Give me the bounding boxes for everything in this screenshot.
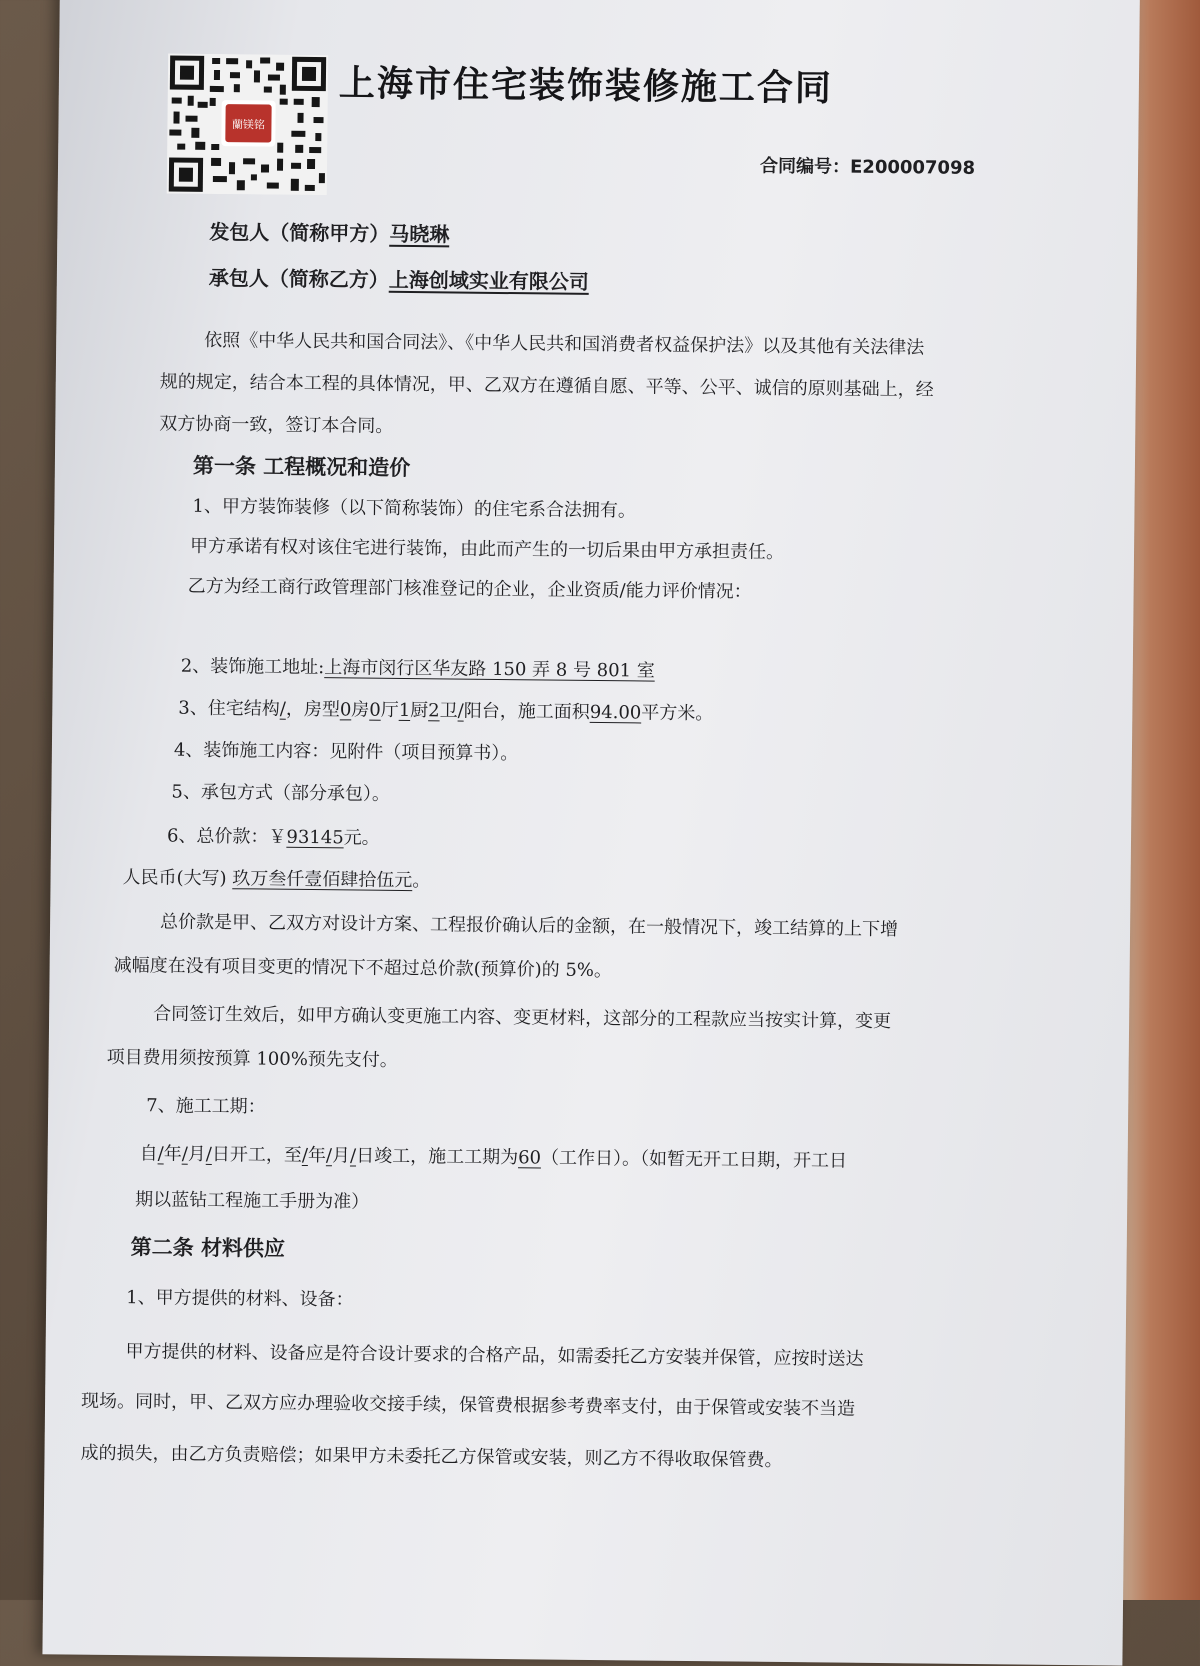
article-1-item-1: 1、甲方装饰装修（以下简称装饰）的住宅系合法拥有。 (192, 495, 637, 522)
article-1-item-5: 5、承包方式（部分承包）。 (171, 781, 391, 805)
rmb-label: 人民币(大写) (122, 867, 227, 890)
year-unit-2: 年 (307, 1145, 327, 1167)
article-1-item-1-c: 乙方为经工商行政管理部门核准登记的企业，企业资质/能力评价情况： (187, 575, 752, 603)
contract-number (760, 152, 975, 180)
room-type-label: ，房型 (285, 698, 340, 721)
construction-period (140, 1139, 848, 1172)
change-para-line-1: 合同签订生效后，如甲方确认变更施工内容、变更材料，这部分的工程款应当按实计算，变更 (153, 1003, 892, 1033)
party-b (209, 262, 589, 295)
total-price-unit: 元。 (343, 827, 380, 849)
intro-line-1: 依照《中华人民共和国合同法》、《中华人民共和国消费者权益保护法》以及其他有关法律法 (204, 329, 925, 359)
article-1-item-2 (181, 652, 655, 683)
period-from: 自 (139, 1143, 158, 1165)
party-a-label: 发包人（简称甲方） (209, 219, 390, 246)
balcony-value: / (457, 700, 464, 722)
end-suffix: 日竣工，施工工期为 (356, 1145, 519, 1169)
article-1-item-1-b: 甲方承诺有权对该住宅进行装饰，由此而产生的一切后果由甲方承担责任。 (189, 535, 785, 563)
start-year: / (157, 1143, 164, 1165)
rooms-unit: 房 (351, 699, 370, 721)
article-2-para-line-2: 现场。同时，甲、乙双方应办理验收交接手续，保管费根据参考费率支付，由于保管或安装不当造 (80, 1390, 856, 1420)
change-para-line-2: 项目费用须按预算 100%预先支付。 (106, 1046, 398, 1071)
rooms-value: 0 (339, 699, 352, 721)
article-2-title: 第二条 材料供应 (130, 1235, 286, 1261)
address-label: 2、装饰施工地址: (180, 655, 325, 679)
kitchens-unit: 厨 (410, 700, 429, 722)
intro-line-2: 规的规定，结合本工程的具体情况，甲、乙双方在遵循自愿、平等、公平、诚信的原则基础上，经 (159, 371, 934, 401)
kitchens-value: 1 (398, 699, 411, 722)
article-2-para-line-1: 甲方提供的材料、设备应是符合设计要求的合格产品，如需委托乙方安装并保管，应按时送达 (125, 1341, 864, 1370)
rmb-value: 玖万叁仟壹佰肆拾伍元 (232, 868, 413, 892)
article-1-item-3 (178, 694, 713, 726)
start-suffix: 日开工，至 (211, 1144, 303, 1166)
baths-unit: 卫 (439, 700, 458, 722)
intro-line-3: 双方协商一致，签订本合同。 (159, 413, 394, 437)
end-month: / (325, 1145, 333, 1167)
month-unit-2: 月 (331, 1145, 351, 1167)
article-2-para-line-3: 成的损失，由乙方负责赔偿；如果甲方未委托乙方保管或安装，则乙方不得收取保管费。 (80, 1442, 783, 1471)
total-price-value: 93145 (286, 826, 344, 849)
contract-page (42, 0, 1140, 1666)
party-b-name: 上海创域实业有限公司 (388, 267, 589, 294)
party-b-label: 承包人（简称乙方） (208, 265, 389, 292)
contract-number-value: E200007098 (849, 156, 976, 179)
total-price-label: 6、总价款：￥ (166, 825, 287, 848)
end-day: / (349, 1145, 357, 1167)
article-1-item-4: 4、装饰施工内容：见附件（项目预算书）。 (173, 739, 519, 765)
halls-value: 0 (369, 699, 381, 721)
start-month: / (181, 1143, 188, 1165)
qr-code (166, 53, 329, 195)
party-a-name: 马晓琳 (389, 221, 450, 247)
party-a (209, 216, 449, 248)
baths-value: 2 (428, 700, 440, 722)
document-title: 上海市住宅装饰装修施工合同 (338, 63, 834, 110)
article-2-item-1: 1、甲方提供的材料、设备： (126, 1287, 354, 1311)
structure-label: 3、住宅结构 (178, 697, 280, 720)
area-unit: 平方米。 (641, 702, 714, 725)
article-1-item-7: 7、施工工期： (146, 1095, 266, 1118)
contract-number-label: 合同编号： (759, 155, 851, 178)
month-unit-1: 月 (187, 1143, 206, 1165)
halls-unit: 厅 (380, 699, 399, 721)
area-label: 阳台，施工面积 (463, 700, 590, 723)
structure-value: / (279, 698, 286, 720)
address-value: 上海市闵行区华友路 150 弄 8 号 801 室 (324, 657, 655, 682)
construction-period-line-2: 期以蓝钻工程施工手册为准） (135, 1189, 370, 1213)
qr-brand-text: 蘭镁铭 (231, 118, 266, 132)
total-price-para-line-1: 总价款是甲、乙双方对设计方案、工程报价确认后的金额，在一般情况下，竣工结算的上下增 (160, 911, 899, 941)
end-year: / (301, 1144, 309, 1167)
rmb-end: 。 (412, 870, 431, 892)
year-unit-1: 年 (163, 1143, 182, 1165)
rmb-uppercase (122, 863, 430, 892)
period-note: （工作日）。（如暂无开工日期，开工日 (540, 1147, 848, 1172)
article-1-item-6 (167, 822, 380, 850)
article-1-title: 第一条 工程概况和造价 (192, 453, 411, 481)
total-price-para-line-2: 减幅度在没有项目变更的情况下不超过总价款(预算价)的 5%。 (113, 954, 613, 982)
period-days: 60 (518, 1147, 542, 1169)
start-day: / (205, 1143, 213, 1165)
area-value: 94.00 (589, 701, 642, 724)
